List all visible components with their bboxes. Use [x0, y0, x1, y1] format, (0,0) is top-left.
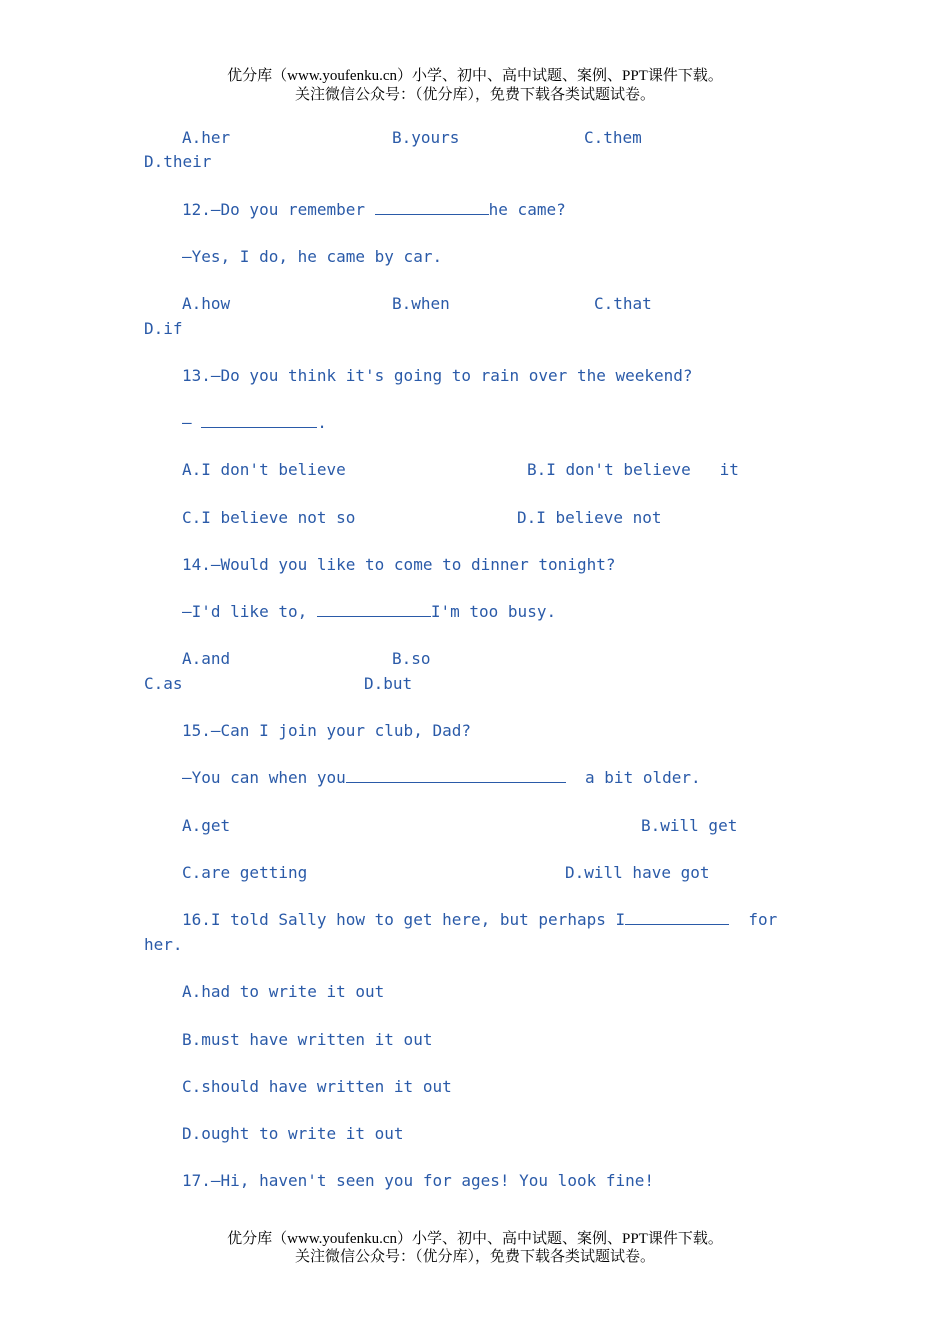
q13-option-a: A.I don't believe: [182, 460, 346, 479]
q11-option-b: B.yours: [392, 128, 460, 147]
q12-stem-after: he came?: [488, 200, 566, 219]
q14-stem: 14.—Would you like to come to dinner tonight?: [182, 555, 616, 574]
header-line-2: 关注微信公众号：（优分库），免费下载各类试题试卷。: [294, 87, 655, 103]
q14-reply: [182, 602, 556, 622]
q12-option-c: C.that: [594, 294, 652, 313]
q12-stem-before: 12.—Do you remember: [182, 200, 375, 219]
header-line-1: 优分库（www.youfenku.cn）小学、初中、高中试题、案例、PPT课件下载。: [227, 68, 723, 84]
q15-blank: [346, 768, 566, 783]
q13-option-d: D.I believe not: [517, 508, 662, 527]
q16-stem-before: 16.I told Sally how to get here, but perhaps I: [182, 910, 626, 929]
q12-blank: [375, 200, 489, 215]
q16-option-d: D.ought to write it out: [182, 1124, 404, 1143]
q16-stem-after: for: [729, 910, 778, 929]
q16-stem: [182, 910, 777, 930]
q13-reply-before: —: [182, 413, 202, 432]
q14-blank: [317, 602, 431, 617]
q15-option-a: A.get: [182, 816, 231, 835]
q14-option-c: C.as: [144, 674, 183, 693]
footer-line-2: 关注微信公众号：（优分库），免费下载各类试题试卷。: [294, 1249, 655, 1265]
q17-stem: 17.—Hi, haven't seen you for ages! You look fine!: [182, 1171, 655, 1190]
q15-reply: [182, 768, 701, 788]
q16-blank: [625, 910, 729, 925]
q13-option-b: B.I don't believe it: [527, 460, 739, 479]
q13-stem: 13.—Do you think it's going to rain over the weekend?: [182, 366, 693, 385]
q14-option-d: D.but: [364, 674, 413, 693]
q13-reply-after: .: [317, 413, 327, 432]
q12-option-a: A.how: [182, 294, 231, 313]
q13-option-c: C.I believe not so: [182, 508, 356, 527]
q11-option-a: A.her: [182, 128, 231, 147]
q14-option-a: A.and: [182, 649, 231, 668]
q14-reply-after: I'm too busy.: [430, 602, 557, 621]
q14-reply-before: —I'd like to,: [182, 602, 317, 621]
q11-option-c: C.them: [584, 128, 642, 147]
q13-reply: [182, 413, 327, 433]
q16-option-c: C.should have written it out: [182, 1077, 452, 1096]
q12-answer: —Yes, I do, he came by car.: [182, 247, 443, 266]
q15-reply-after: a bit older.: [565, 768, 701, 787]
q14-option-b: B.so: [392, 649, 431, 668]
q15-reply-before: —You can when you: [182, 768, 346, 787]
q16-option-b: B.must have written it out: [182, 1030, 433, 1049]
q11-option-d: D.their: [144, 152, 212, 171]
q15-option-b: B.will get: [641, 816, 738, 835]
q16-stem-continued: her.: [144, 935, 183, 954]
q15-option-c: C.are getting: [182, 863, 308, 882]
q12-option-d: D.if: [144, 319, 183, 338]
footer-line-1: 优分库（www.youfenku.cn）小学、初中、高中试题、案例、PPT课件下载。: [227, 1231, 723, 1247]
q12-option-b: B.when: [392, 294, 450, 313]
q12-stem: [182, 200, 566, 220]
q13-blank: [201, 413, 317, 428]
q16-option-a: A.had to write it out: [182, 982, 385, 1001]
q15-stem: 15.—Can I join your club, Dad?: [182, 721, 471, 740]
q15-option-d: D.will have got: [565, 863, 710, 882]
